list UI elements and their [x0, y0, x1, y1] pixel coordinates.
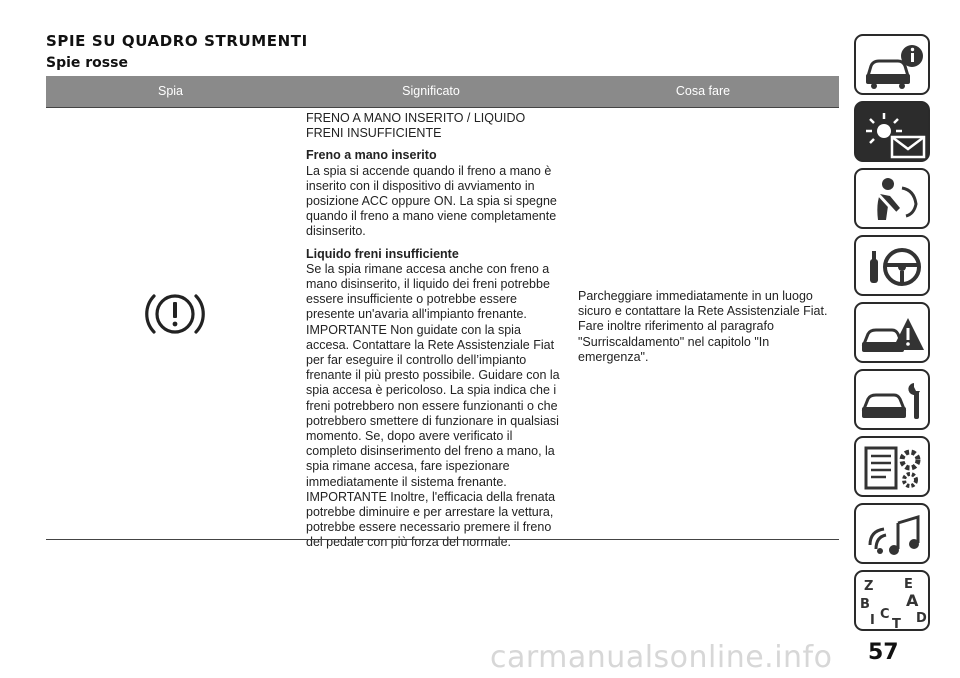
brake-engaged-block	[306, 148, 564, 239]
safety-tab[interactable]	[854, 168, 930, 229]
multimedia-music-icon	[856, 505, 932, 566]
car-wrench-icon	[856, 371, 932, 432]
car-emergency-icon	[856, 304, 932, 365]
car-info-tab[interactable]	[854, 34, 930, 95]
header-cosa-fare: Cosa fare	[675, 84, 731, 98]
brake-fluid-heading: Liquido freni insufficiente	[306, 246, 459, 261]
emergency-tab[interactable]	[854, 302, 930, 363]
alphabet-index-icon	[856, 572, 932, 633]
steering-wheel-icon	[856, 237, 932, 298]
brake-fluid-block	[306, 247, 564, 551]
svg-text:Z: Z	[864, 579, 874, 594]
header-significato: Significato	[402, 84, 460, 98]
brake-engaged-heading: Freno a mano inserito	[306, 148, 437, 163]
warning-lights-icon	[856, 103, 932, 164]
page-number: 57	[868, 640, 899, 665]
car-info-icon	[856, 36, 932, 97]
svg-text:A: A	[906, 591, 919, 610]
svg-text:D: D	[916, 611, 927, 626]
driving-tab[interactable]	[854, 235, 930, 296]
svg-text:B: B	[860, 597, 870, 612]
section-title: SPIE SU QUADRO STRUMENTI	[46, 32, 308, 50]
brake-fluid-text: Se la spia rimane accesa anche con freno a mano disinserito, il liquido dei freni potrebbe essere insufficiente o potrebbe essere presente un'avaria all'impianto frenante. IMPORTANTE Non guidate con la spia accesa. Contattare la Rete Assistenziale Fiat per far eseguire il controllo dell’impianto frenante il più presto possibile. Guidare con la spia accesa è pericoloso. La spia indica che i freni potrebbero non essere funzionanti o che potrebbero smettere di funzionare in qualsiasi momento. Se, dopo avere verificato il completo disinserimento del freno a mano, la spia rimane accesa, fare ispezionare immediatamente il sistema frenante. IMPORTANTE Inoltre, l'efficacia della frenata potrebbe diminuire e per arrestare la vettura, potrebbe essere necessario premere il freno del pedale con più forza del normale.	[306, 261, 560, 550]
table-header	[46, 76, 839, 107]
multimedia-tab[interactable]	[854, 503, 930, 564]
maintenance-tab[interactable]	[854, 369, 930, 430]
svg-text:C: C	[880, 607, 890, 622]
technical-data-tab[interactable]	[854, 436, 930, 497]
action-text: Parcheggiare immediatamente in un luogo sicuro e contattare la Rete Assistenziale Fiat. Fare inoltre riferimento al paragrafo "Surriscaldamento" nel capitolo "In emergenza".	[578, 289, 828, 364]
index-tab[interactable]	[854, 570, 930, 631]
header-spia: Spia	[157, 84, 184, 98]
meaning-column	[306, 111, 564, 558]
table-bottom-divider	[46, 539, 839, 540]
watermark: carmanualsonline.info	[490, 640, 833, 675]
meaning-title: FRENO A MANO INSERITO / LIQUIDO FRENI INSUFFICIENTE	[306, 111, 526, 141]
warning-lights-tab[interactable]	[854, 101, 930, 162]
svg-text:T: T	[892, 617, 901, 632]
brake-engaged-text: La spia si accende quando il freno a mano è inserito con il dispositivo di avviamento in posizione ACC oppure ON. La spia si spegne quando il freno a mano viene completamente disinserito.	[306, 163, 557, 239]
svg-text:I: I	[870, 613, 875, 628]
parking-brake-warning-icon	[143, 286, 207, 342]
seatbelt-airbag-icon	[856, 170, 932, 231]
header-divider	[46, 107, 839, 108]
specs-gears-icon	[856, 438, 932, 499]
subsection-title: Spie rosse	[46, 55, 128, 71]
svg-text:E: E	[904, 577, 913, 592]
